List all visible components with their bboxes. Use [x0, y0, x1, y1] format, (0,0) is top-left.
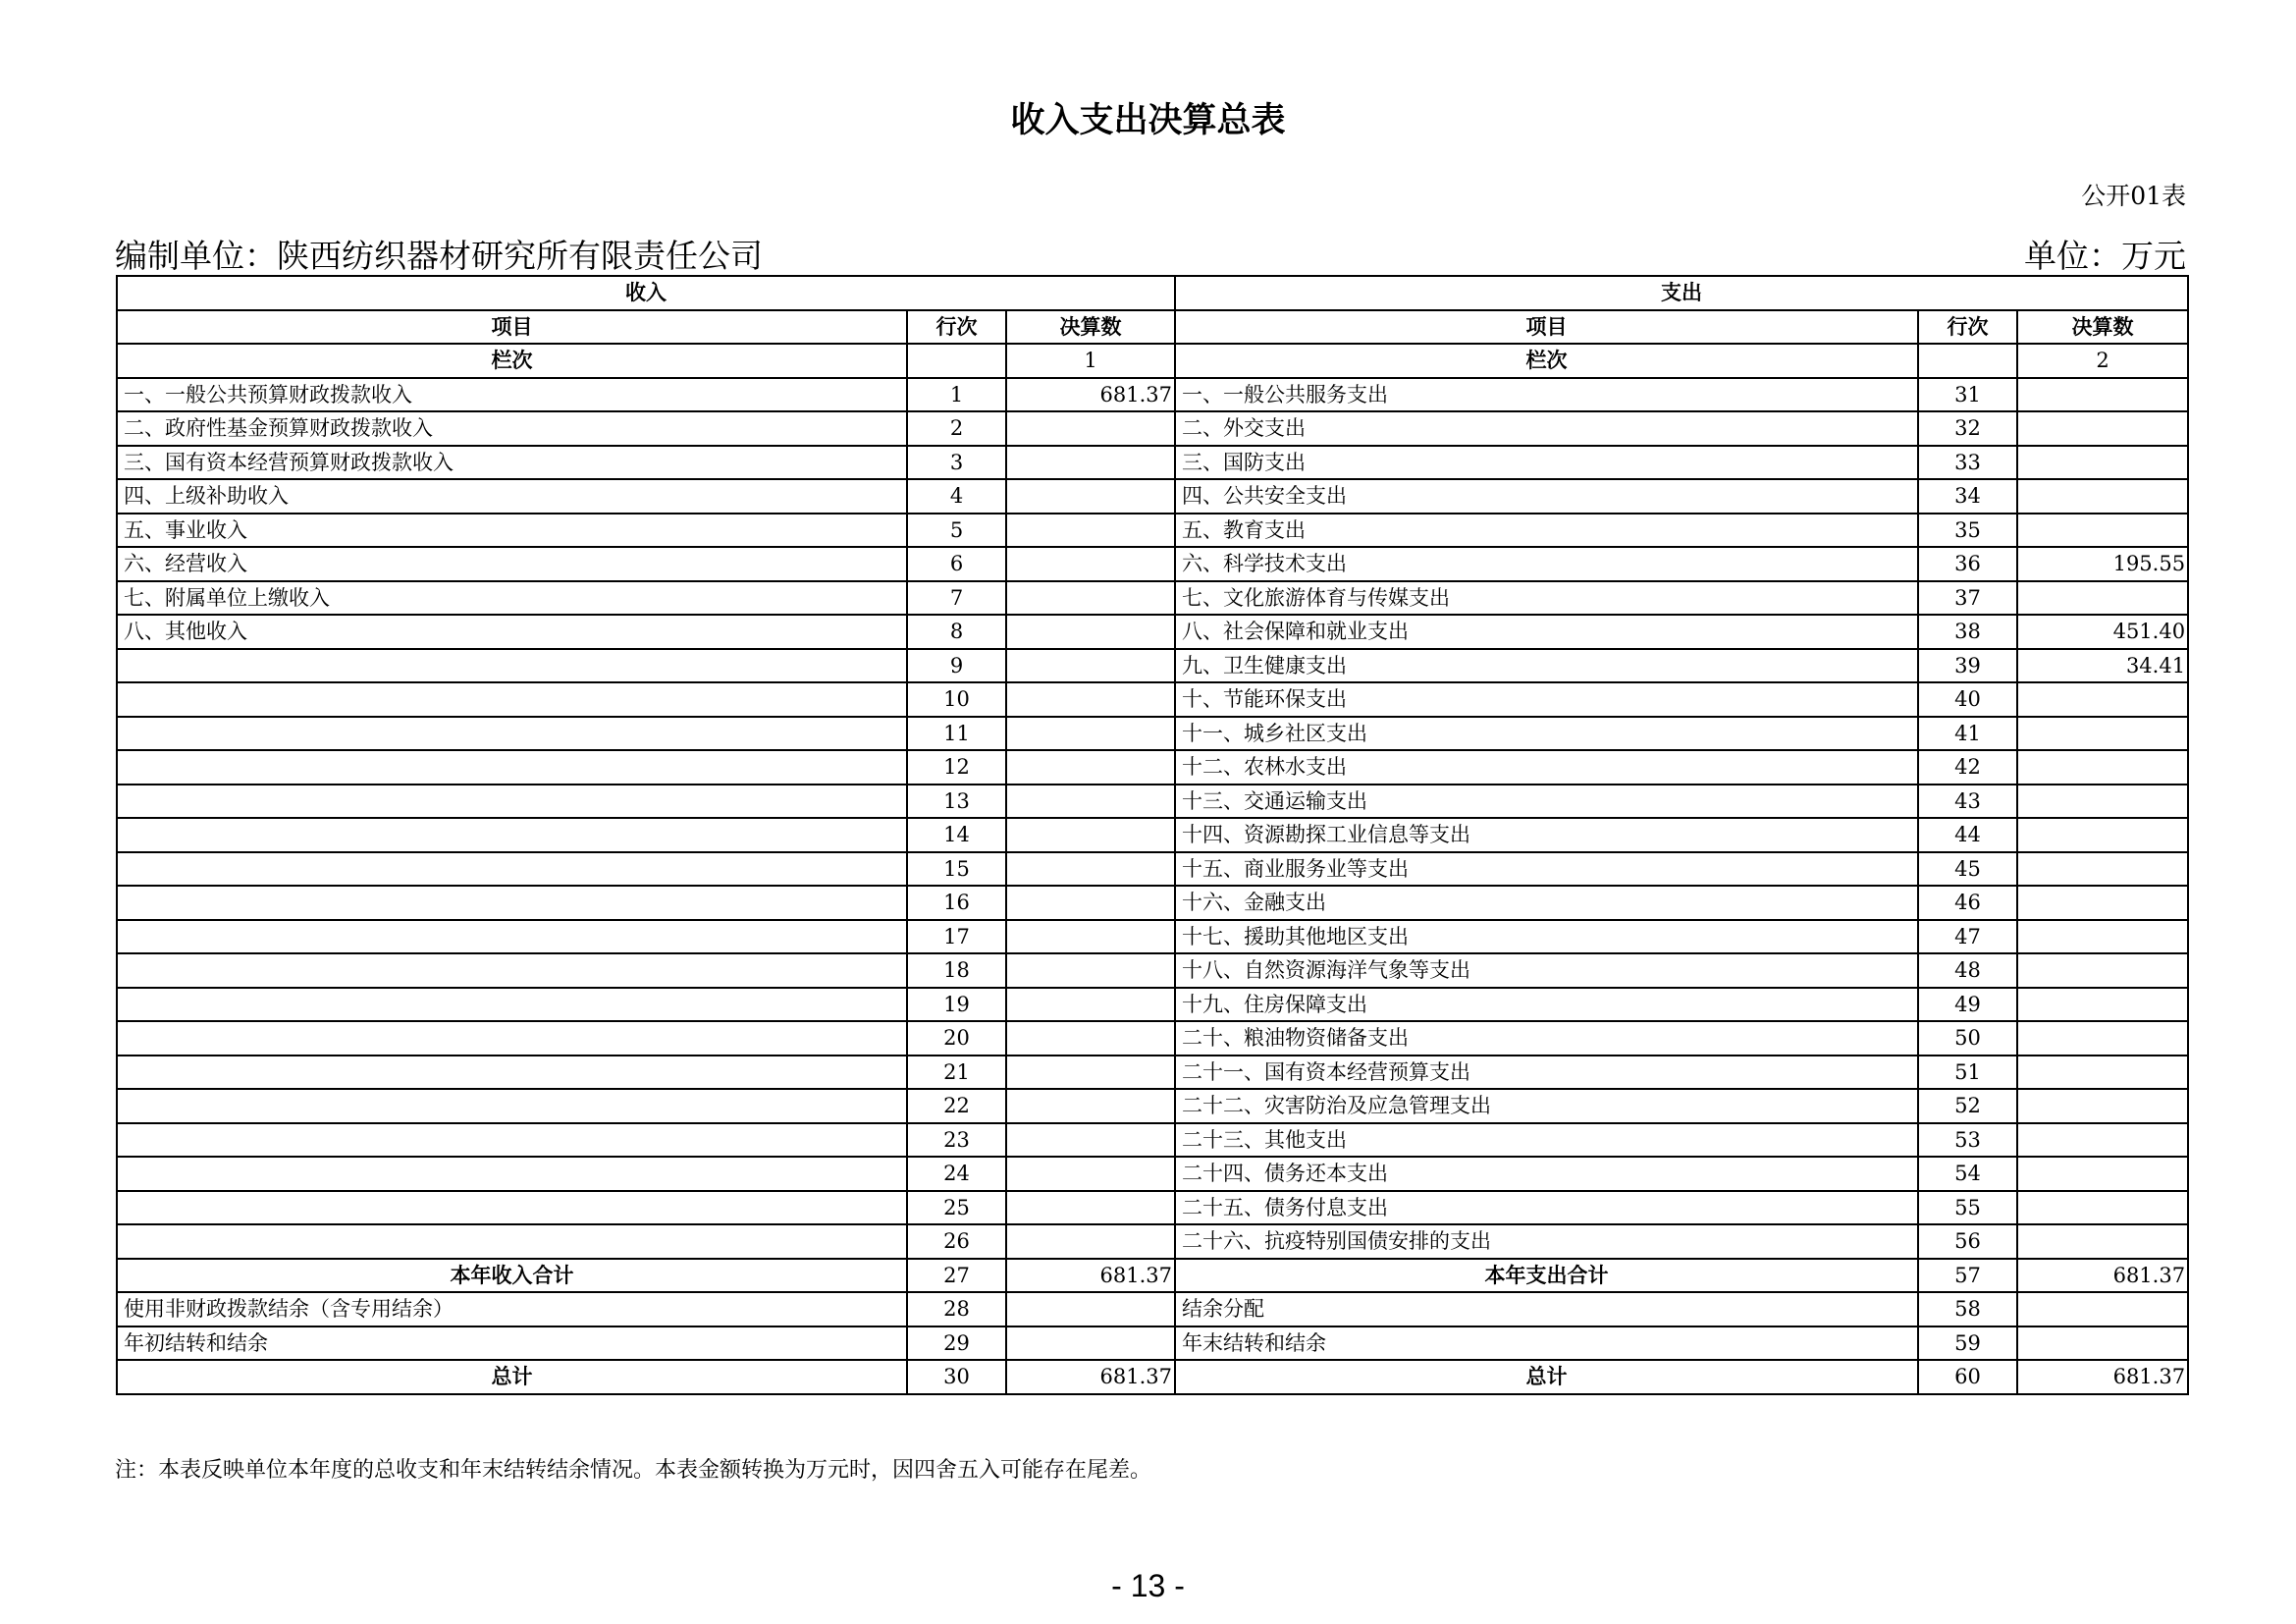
expense-item: 十七、援助其他地区支出	[1175, 920, 1918, 954]
table-row	[117, 411, 2188, 446]
income-line: 26	[907, 1224, 1006, 1259]
expense-item: 三、国防支出	[1175, 446, 1918, 480]
income-amount	[1006, 411, 1175, 446]
income-item	[117, 1123, 907, 1158]
expense-header: 支出	[1175, 276, 2188, 310]
expense-amount	[2017, 411, 2188, 446]
income-item	[117, 818, 907, 852]
page-number: - 13 -	[1111, 1568, 1185, 1603]
income-line: 4	[907, 479, 1006, 514]
expense-amount: 681.37	[2017, 1360, 2188, 1394]
expense-line: 58	[1918, 1292, 2017, 1326]
income-line: 15	[907, 852, 1006, 887]
expense-column-blank	[1918, 344, 2017, 378]
expense-line: 44	[1918, 818, 2017, 852]
expense-line: 45	[1918, 852, 2017, 887]
expense-line: 48	[1918, 953, 2017, 988]
expense-amount	[2017, 920, 2188, 954]
expense-item: 十六、金融支出	[1175, 886, 1918, 920]
expense-line: 53	[1918, 1123, 2017, 1158]
income-item	[117, 1157, 907, 1191]
expense-amount: 681.37	[2017, 1259, 2188, 1293]
table-row	[117, 1292, 2188, 1326]
expense-line: 56	[1918, 1224, 2017, 1259]
income-line: 22	[907, 1089, 1006, 1123]
expense-line: 40	[1918, 682, 2017, 717]
expense-line: 54	[1918, 1157, 2017, 1191]
income-amount	[1006, 1224, 1175, 1259]
income-line: 24	[907, 1157, 1006, 1191]
income-amount	[1006, 1089, 1175, 1123]
income-item	[117, 785, 907, 819]
income-amount	[1006, 615, 1175, 649]
table-row	[117, 1089, 2188, 1123]
table-row	[117, 1021, 2188, 1056]
expense-amount	[2017, 818, 2188, 852]
income-item	[117, 750, 907, 785]
expense-amount	[2017, 717, 2188, 751]
expense-item: 十三、交通运输支出	[1175, 785, 1918, 819]
income-line: 17	[907, 920, 1006, 954]
expense-amount	[2017, 1021, 2188, 1056]
expense-amount	[2017, 1056, 2188, 1090]
table-total-row	[117, 1360, 2188, 1394]
expense-item: 十九、住房保障支出	[1175, 988, 1918, 1022]
income-amount	[1006, 785, 1175, 819]
expense-item: 九、卫生健康支出	[1175, 649, 1918, 683]
expense-amount	[2017, 852, 2188, 887]
expense-amount	[2017, 581, 2188, 616]
expense-amount	[2017, 514, 2188, 548]
income-amount	[1006, 1191, 1175, 1225]
income-line: 1	[907, 378, 1006, 412]
expense-line: 32	[1918, 411, 2017, 446]
table-row	[117, 378, 2188, 412]
income-amount	[1006, 852, 1175, 887]
expense-line: 39	[1918, 649, 2017, 683]
income-line: 11	[907, 717, 1006, 751]
income-line: 13	[907, 785, 1006, 819]
expense-item: 十二、农林水支出	[1175, 750, 1918, 785]
expense-line: 42	[1918, 750, 2017, 785]
expense-item: 二十三、其他支出	[1175, 1123, 1918, 1158]
income-amount: 681.37	[1006, 1360, 1175, 1394]
income-line: 23	[907, 1123, 1006, 1158]
table-row	[117, 479, 2188, 514]
expense-item: 总计	[1175, 1360, 1918, 1394]
column-number-row	[117, 344, 2188, 378]
income-line: 7	[907, 581, 1006, 616]
income-header: 收入	[117, 276, 1175, 310]
income-item: 二、政府性基金预算财政拨款收入	[117, 411, 907, 446]
income-line: 28	[907, 1292, 1006, 1326]
income-line: 19	[907, 988, 1006, 1022]
income-column-number: 1	[1006, 344, 1175, 378]
income-item: 本年收入合计	[117, 1259, 907, 1293]
table-row	[117, 750, 2188, 785]
income-item-header: 项目	[117, 310, 907, 345]
income-line: 10	[907, 682, 1006, 717]
income-amount	[1006, 920, 1175, 954]
expense-item: 十一、城乡社区支出	[1175, 717, 1918, 751]
income-item	[117, 886, 907, 920]
expense-item: 二十六、抗疫特别国债安排的支出	[1175, 1224, 1918, 1259]
expense-line: 37	[1918, 581, 2017, 616]
table-row	[117, 1157, 2188, 1191]
income-line: 25	[907, 1191, 1006, 1225]
expense-line: 46	[1918, 886, 2017, 920]
income-line: 14	[907, 818, 1006, 852]
income-item: 五、事业收入	[117, 514, 907, 548]
expense-item: 本年支出合计	[1175, 1259, 1918, 1293]
org-unit-row	[115, 234, 2186, 277]
expense-column-number: 2	[2017, 344, 2188, 378]
income-amount	[1006, 446, 1175, 480]
income-amount	[1006, 649, 1175, 683]
table-row	[117, 1191, 2188, 1225]
income-line-header: 行次	[907, 310, 1006, 345]
section-header-row	[117, 276, 2188, 310]
expense-line: 60	[1918, 1360, 2017, 1394]
expense-amount	[2017, 479, 2188, 514]
table-row	[117, 547, 2188, 581]
income-amount	[1006, 581, 1175, 616]
table-row	[117, 1056, 2188, 1090]
table-row	[117, 1326, 2188, 1361]
income-line: 30	[907, 1360, 1006, 1394]
expense-amount	[2017, 750, 2188, 785]
table-row	[117, 1123, 2188, 1158]
expense-amount	[2017, 1224, 2188, 1259]
expense-item: 十八、自然资源海洋气象等支出	[1175, 953, 1918, 988]
expense-line: 49	[1918, 988, 2017, 1022]
income-amount	[1006, 547, 1175, 581]
income-line: 9	[907, 649, 1006, 683]
expense-line: 59	[1918, 1326, 2017, 1361]
income-item: 使用非财政拨款结余（含专用结余）	[117, 1292, 907, 1326]
expense-line: 43	[1918, 785, 2017, 819]
income-line: 16	[907, 886, 1006, 920]
income-line: 3	[907, 446, 1006, 480]
income-amount	[1006, 818, 1175, 852]
table-row	[117, 818, 2188, 852]
expense-item: 二十二、灾害防治及应急管理支出	[1175, 1089, 1918, 1123]
income-column-label: 栏次	[117, 344, 907, 378]
expense-amount	[2017, 1326, 2188, 1361]
expense-line: 52	[1918, 1089, 2017, 1123]
expense-item: 二十四、债务还本支出	[1175, 1157, 1918, 1191]
expense-item: 年末结转和结余	[1175, 1326, 1918, 1361]
expense-amount	[2017, 1292, 2188, 1326]
expense-amount: 451.40	[2017, 615, 2188, 649]
expense-column-label: 栏次	[1175, 344, 1918, 378]
table-row	[117, 920, 2188, 954]
expense-amount: 34.41	[2017, 649, 2188, 683]
expense-item: 一、一般公共服务支出	[1175, 378, 1918, 412]
income-line: 27	[907, 1259, 1006, 1293]
table-row	[117, 988, 2188, 1022]
income-item	[117, 852, 907, 887]
expense-line: 41	[1918, 717, 2017, 751]
table-row	[117, 953, 2188, 988]
expense-item: 结余分配	[1175, 1292, 1918, 1326]
expense-item-header: 项目	[1175, 310, 1918, 345]
income-amount	[1006, 514, 1175, 548]
income-amount: 681.37	[1006, 378, 1175, 412]
page-title: 收入支出决算总表	[1010, 101, 1286, 140]
expense-amount	[2017, 988, 2188, 1022]
income-line: 18	[907, 953, 1006, 988]
income-line: 21	[907, 1056, 1006, 1090]
income-item: 四、上级补助收入	[117, 479, 907, 514]
org-label: 编制单位：陕西纺织器材研究所有限责任公司	[115, 237, 763, 275]
unit-label: 单位：万元	[2024, 237, 2186, 275]
income-column-blank	[907, 344, 1006, 378]
table-row	[117, 886, 2188, 920]
expense-amount-header: 决算数	[2017, 310, 2188, 345]
income-line: 2	[907, 411, 1006, 446]
table-row	[117, 682, 2188, 717]
table-row	[117, 1224, 2188, 1259]
income-item	[117, 1224, 907, 1259]
expense-line: 34	[1918, 479, 2017, 514]
table-row	[117, 514, 2188, 548]
income-amount	[1006, 717, 1175, 751]
income-amount	[1006, 1056, 1175, 1090]
table-row	[117, 615, 2188, 649]
budget-table	[116, 275, 2189, 1395]
income-item	[117, 649, 907, 683]
income-amount	[1006, 479, 1175, 514]
expense-item: 八、社会保障和就业支出	[1175, 615, 1918, 649]
expense-item: 二、外交支出	[1175, 411, 1918, 446]
income-line: 12	[907, 750, 1006, 785]
expense-amount	[2017, 1089, 2188, 1123]
income-item	[117, 920, 907, 954]
expense-line: 50	[1918, 1021, 2017, 1056]
expense-amount	[2017, 378, 2188, 412]
income-item: 六、经营收入	[117, 547, 907, 581]
income-line: 20	[907, 1021, 1006, 1056]
income-item	[117, 953, 907, 988]
expense-item: 五、教育支出	[1175, 514, 1918, 548]
expense-amount	[2017, 1157, 2188, 1191]
income-amount	[1006, 1123, 1175, 1158]
income-item	[117, 682, 907, 717]
expense-line: 55	[1918, 1191, 2017, 1225]
expense-amount	[2017, 953, 2188, 988]
income-amount	[1006, 988, 1175, 1022]
expense-item: 十四、资源勘探工业信息等支出	[1175, 818, 1918, 852]
expense-item: 十、节能环保支出	[1175, 682, 1918, 717]
expense-line: 57	[1918, 1259, 2017, 1293]
expense-item: 二十一、国有资本经营预算支出	[1175, 1056, 1918, 1090]
expense-line: 36	[1918, 547, 2017, 581]
income-amount-header: 决算数	[1006, 310, 1175, 345]
income-item	[117, 717, 907, 751]
expense-line: 31	[1918, 378, 2017, 412]
expense-amount: 195.55	[2017, 547, 2188, 581]
income-line: 6	[907, 547, 1006, 581]
income-item: 三、国有资本经营预算财政拨款收入	[117, 446, 907, 480]
table-row	[117, 581, 2188, 616]
expense-line: 51	[1918, 1056, 2017, 1090]
income-item: 年初结转和结余	[117, 1326, 907, 1361]
expense-line: 47	[1918, 920, 2017, 954]
income-item	[117, 1191, 907, 1225]
column-header-row	[117, 310, 2188, 345]
expense-amount	[2017, 886, 2188, 920]
table-row	[117, 446, 2188, 480]
expense-line: 38	[1918, 615, 2017, 649]
expense-item: 二十、粮油物资储备支出	[1175, 1021, 1918, 1056]
income-amount	[1006, 1326, 1175, 1361]
expense-item: 七、文化旅游体育与传媒支出	[1175, 581, 1918, 616]
income-item	[117, 1089, 907, 1123]
expense-amount	[2017, 785, 2188, 819]
expense-amount	[2017, 682, 2188, 717]
income-amount	[1006, 953, 1175, 988]
income-amount	[1006, 1021, 1175, 1056]
footnote: 注：本表反映单位本年度的总收支和年末结转结余情况。本表金额转换为万元时，因四舍五入可能存在尾差。	[115, 1458, 1152, 1483]
expense-line-header: 行次	[1918, 310, 2017, 345]
income-item: 八、其他收入	[117, 615, 907, 649]
expense-amount	[2017, 1191, 2188, 1225]
income-amount	[1006, 682, 1175, 717]
income-item: 七、附属单位上缴收入	[117, 581, 907, 616]
income-line: 29	[907, 1326, 1006, 1361]
expense-amount	[2017, 446, 2188, 480]
income-amount	[1006, 886, 1175, 920]
income-line: 5	[907, 514, 1006, 548]
table-row	[117, 785, 2188, 819]
income-item	[117, 1021, 907, 1056]
table-row	[117, 649, 2188, 683]
expense-line: 33	[1918, 446, 2017, 480]
income-amount	[1006, 1292, 1175, 1326]
form-number: 公开01表	[2081, 182, 2186, 210]
table-row	[117, 717, 2188, 751]
income-line: 8	[907, 615, 1006, 649]
expense-line: 35	[1918, 514, 2017, 548]
income-item: 总计	[117, 1360, 907, 1394]
table-row	[117, 852, 2188, 887]
income-item: 一、一般公共预算财政拨款收入	[117, 378, 907, 412]
expense-item: 二十五、债务付息支出	[1175, 1191, 1918, 1225]
income-amount: 681.37	[1006, 1259, 1175, 1293]
income-amount	[1006, 1157, 1175, 1191]
expense-amount	[2017, 1123, 2188, 1158]
expense-item: 六、科学技术支出	[1175, 547, 1918, 581]
income-item	[117, 1056, 907, 1090]
table-total-row	[117, 1259, 2188, 1293]
expense-item: 十五、商业服务业等支出	[1175, 852, 1918, 887]
expense-item: 四、公共安全支出	[1175, 479, 1918, 514]
income-item	[117, 988, 907, 1022]
income-amount	[1006, 750, 1175, 785]
